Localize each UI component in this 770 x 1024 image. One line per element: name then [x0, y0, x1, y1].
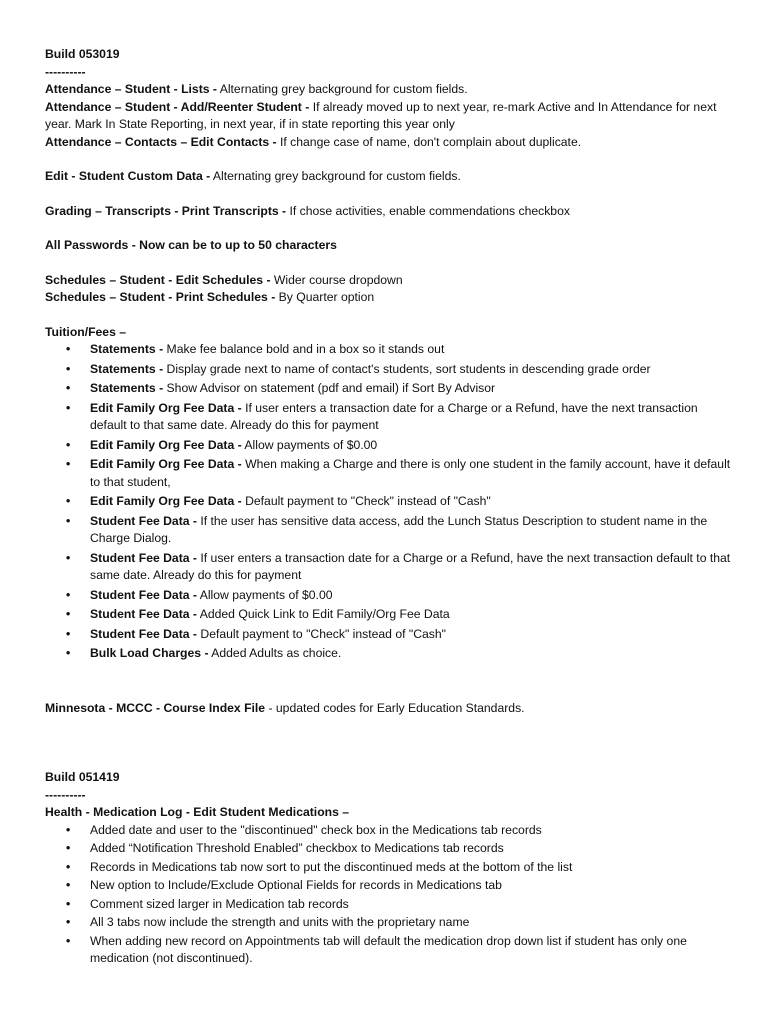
bullet-icon: •: [66, 457, 71, 471]
list-item: • Statements - Show Advisor on statement (pdf and email) if Sort By Advisor: [45, 380, 735, 398]
bullet-icon: •: [66, 494, 71, 508]
build-title: Build 053019: [45, 47, 120, 61]
bullet-icon: •: [66, 437, 71, 452]
bullet-icon: •: [66, 587, 71, 602]
bullet-icon: •: [66, 607, 71, 621]
bullet-icon: •: [66, 878, 71, 892]
list-item: • Edit Family Org Fee Data - When making a Charge and there is only one student in the family account, have it default to that student,: [66, 457, 731, 489]
list-item: • Records in Medications tab now sort to put the discontinued meds at the bottom of the list: [45, 859, 735, 877]
tuition-heading: Tuition/Fees –: [45, 324, 127, 339]
bullet-icon: •: [66, 381, 71, 395]
build-divider: ----------: [45, 64, 86, 79]
list-item: • New option to Include/Exclude Optional Fields for records in Medications tab: [45, 877, 735, 895]
bullet-icon: •: [66, 361, 71, 376]
release-notes-document: [45, 46, 735, 969]
note-minnesota: Minnesota - MCCC - Course Index File - updated codes for Early Education Standards.: [45, 700, 525, 715]
bullet-icon: •: [66, 915, 71, 929]
list-item: • Added “Notification Threshold Enabled” checkbox to Medications tab records: [45, 840, 735, 858]
list-item: • When adding new record on Appointments tab will default the medication drop down list if student has only one medication (not discontinued).: [66, 933, 687, 965]
list-item: • Edit Family Org Fee Data - Default payment to "Check" instead of "Cash": [45, 493, 735, 511]
bullet-icon: •: [66, 342, 71, 356]
list-item: • Student Fee Data - Default payment to "Check" instead of "Cash": [45, 626, 735, 644]
list-item: • Student Fee Data - If user enters a transaction date for a Charge or a Refund, have the next transaction default to that same date. Already do this for payment: [66, 550, 731, 582]
list-item: • All 3 tabs now include the strength and units with the proprietary name: [45, 914, 735, 932]
bullet-icon: •: [66, 933, 71, 948]
list-item: • Edit Family Org Fee Data - Allow payments of $0.00: [45, 437, 735, 455]
bullet-icon: •: [66, 841, 71, 855]
list-item: • Edit Family Org Fee Data - If user enters a transaction date for a Charge or a Refund, have the next transaction default to that same date. Already do this for payment: [66, 400, 698, 432]
note-custom-data: Edit - Student Custom Data - Alternating grey background for custom fields.: [45, 169, 461, 183]
bullet-icon: •: [66, 513, 71, 528]
note-attendance-contacts: Attendance – Contacts – Edit Contacts - If change case of name, don't complain about duplicate.: [45, 134, 582, 149]
bullet-icon: •: [66, 550, 71, 565]
health-list: [45, 822, 735, 968]
note-grading: Grading – Transcripts - Print Transcripts - If chose activities, enable commendations checkbox: [45, 203, 570, 218]
list-item: • Statements - Make fee balance bold and in a box so it stands out: [45, 341, 735, 359]
list-item: • Bulk Load Charges - Added Adults as choice.: [45, 645, 735, 663]
note-attendance-lists: Attendance – Student - Lists - Alternating grey background for custom fields.: [45, 82, 468, 96]
bullet-icon: •: [66, 896, 71, 911]
bullet-icon: •: [66, 859, 71, 874]
note-attendance-add-reenter: Attendance – Student - Add/Reenter Student - If already moved up to next year, re-mark Active and In Attendance for next year. Mark In State Reporting, in next year, if in state reporting this year only: [45, 99, 717, 131]
health-heading: Health - Medication Log - Edit Student Medications –: [45, 805, 350, 819]
bullet-icon: •: [66, 646, 71, 660]
note-passwords: All Passwords - Now can be to up to 50 characters: [45, 238, 337, 252]
tuition-list: [45, 341, 735, 663]
build-title: Build 051419: [45, 770, 120, 784]
bullet-icon: •: [66, 822, 71, 837]
list-item: • Statements - Display grade next to name of contact's students, sort students in descending grade order: [45, 361, 735, 379]
note-schedules-print: Schedules – Student - Print Schedules - By Quarter option: [45, 290, 375, 304]
list-item: • Student Fee Data - If the user has sensitive data access, add the Lunch Status Description to student name in the Charge Dialog.: [66, 513, 708, 545]
note-schedules-edit: Schedules – Student - Edit Schedules - Wider course dropdown: [45, 272, 403, 287]
list-item: • Student Fee Data - Allow payments of $0.00: [45, 587, 735, 605]
bullet-icon: •: [66, 400, 71, 415]
list-item: • Comment sized larger in Medication tab records: [45, 896, 735, 914]
bullet-icon: •: [66, 626, 71, 641]
list-item: • Student Fee Data - Added Quick Link to Edit Family/Org Fee Data: [45, 606, 735, 624]
list-item: • Added date and user to the "discontinued" check box in the Medications tab records: [45, 822, 735, 840]
build-divider: ----------: [45, 787, 86, 802]
